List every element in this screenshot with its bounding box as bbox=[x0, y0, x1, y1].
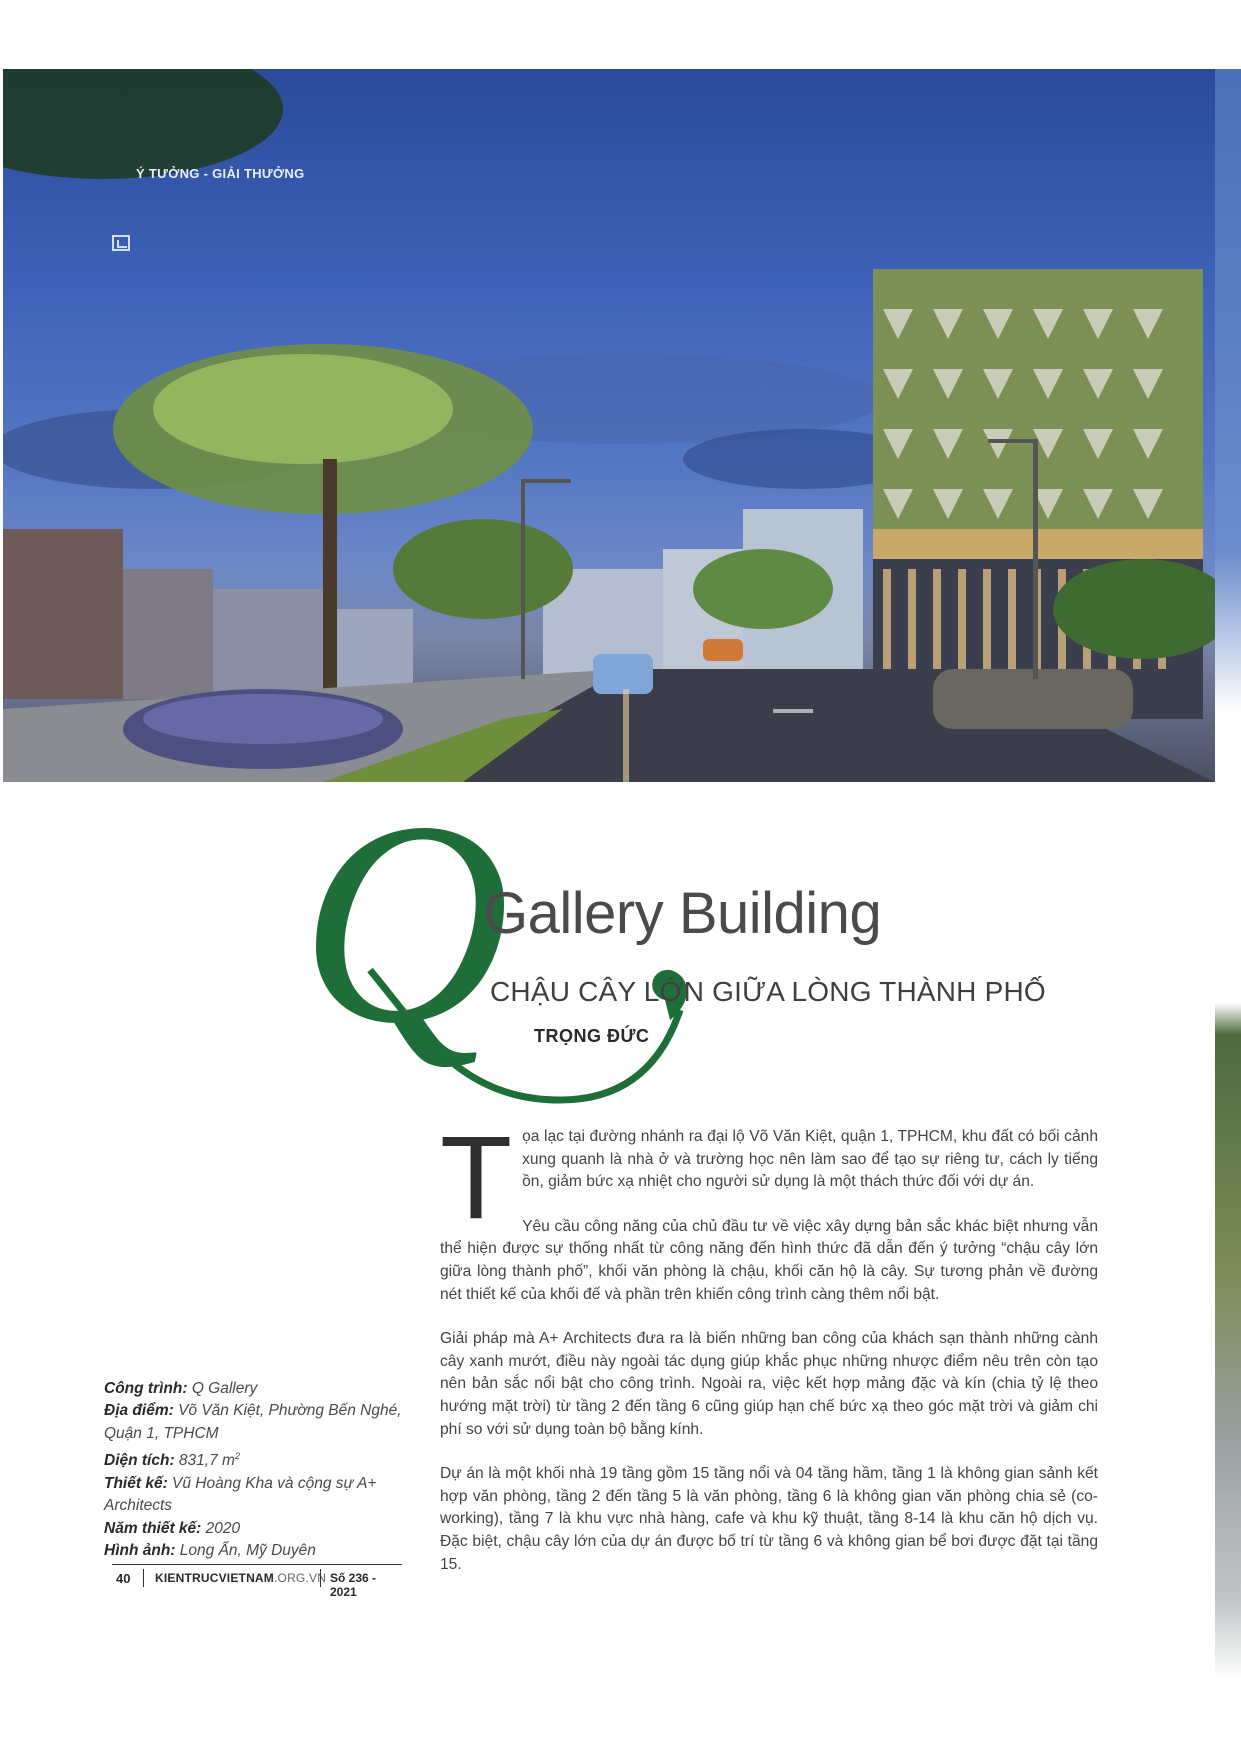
paragraph-1-text: ọa lạc tại đường nhánh ra đại lộ Võ Văn Kiệt, quận 1, TPHCM, khu đất có bối cảnh xung quanh là nhà ở và trường học nên làm sao để tạo sự riêng tư, cách ly tiếng ồn, giảm bức xạ nhiệt cho người sử dụng là một thách thức đối với dự án. bbox=[522, 1128, 1098, 1191]
article-subtitle: CHẬU CÂY LỚN GIỮA LÒNG THÀNH PHỐ bbox=[490, 976, 1046, 1007]
project-info bbox=[104, 1378, 424, 1562]
footer-rule bbox=[112, 1564, 402, 1565]
paragraph-1 bbox=[440, 1112, 1098, 1244]
footer-divider bbox=[320, 1569, 321, 1587]
info-location-2: Quận 1, TPHCM bbox=[104, 1424, 219, 1442]
info-year: Năm thiết kế: 2020 bbox=[104, 1519, 241, 1537]
paragraph-3: Giải pháp mà A+ Architects đưa ra là biến những ban công của khách sạn thành những cành cây xanh mướt, điều này ngoài tác dụng giúp khắc phục những nhược điểm nêu trên còn tạo nên bản sắc nổi bật cho công trình. Ngoài ra, việc kết hợp mảng đặc và kín (chia tỷ lệ theo hướng mặt trời) từ tầng 2 đến tầng 6 cũng giúp hạn chế bức xạ theo góc mặt trời và giảm chi phí so với sử dụng toàn bộ bằng kính. bbox=[440, 1330, 1098, 1438]
page-number: 40 bbox=[116, 1571, 131, 1586]
paragraph-4: Dự án là một khối nhà 19 tầng gồm 15 tầng nổi và 04 tầng hầm, tầng 1 là không gian sảnh kết hợp văn phòng, tầng 2 đến tầng 5 là văn phòng, tầng 6 là không gian văn phòng chia sẻ (co-working), tầng 7 là khu vực nhà hàng, cafe và khu kỹ thuật, tầng 8-14 là khu căn hộ dịch vụ. Đặc biệt, chậu cây lớn của dự án được bố trí từ tầng 6 và không gian bể bơi được đặt tại tầng 15. bbox=[440, 1465, 1098, 1573]
article-body bbox=[440, 1112, 1098, 1598]
drop-cap: T bbox=[440, 1112, 513, 1244]
issue-number: Số 236 - 2021 bbox=[330, 1571, 377, 1599]
info-design: Thiết kế: Vũ Hoàng Kha và cộng sự A+ Architects bbox=[104, 1474, 377, 1515]
initial-letter: Q bbox=[300, 770, 510, 1083]
info-photo: Hình ảnh: Long Ẩn, Mỹ Duyên bbox=[104, 1542, 316, 1559]
info-location: Địa điểm: Võ Văn Kiệt, Phường Bến Nghé, bbox=[104, 1402, 402, 1420]
section-label: Ý TƯỞNG - GIẢI THƯỞNG bbox=[136, 166, 305, 181]
next-page-edge bbox=[1215, 69, 1241, 1679]
page-footer bbox=[112, 1569, 402, 1599]
info-area: Diện tích: 831,7 $m^2$ bbox=[104, 1451, 240, 1470]
footer-divider bbox=[143, 1569, 144, 1587]
magazine-logo-icon bbox=[112, 235, 130, 251]
article-title: Gallery Building bbox=[483, 881, 882, 946]
author-name: TRỌNG ĐỨC bbox=[534, 1026, 650, 1046]
info-project: Công trình: Q Gallery bbox=[104, 1380, 258, 1397]
paragraph-2: Yêu cầu công năng của chủ đầu tư về việc xây dựng bản sắc khác biệt nhưng vẫn thể hiện được sự thống nhất từ công năng đến hình thức đã dẫn đến ý tưởng “chậu cây lớn giữa lòng thành phố”, khối văn phòng là chậu, khối căn hộ là cây. Sự tương phản về đường nét thiết kế của khối đế và phần trên khiến công trình càng thêm nổi bật. bbox=[440, 1217, 1098, 1303]
site-name[interactable]: KIENTRUCVIETNAM.ORG.VN bbox=[155, 1571, 327, 1585]
